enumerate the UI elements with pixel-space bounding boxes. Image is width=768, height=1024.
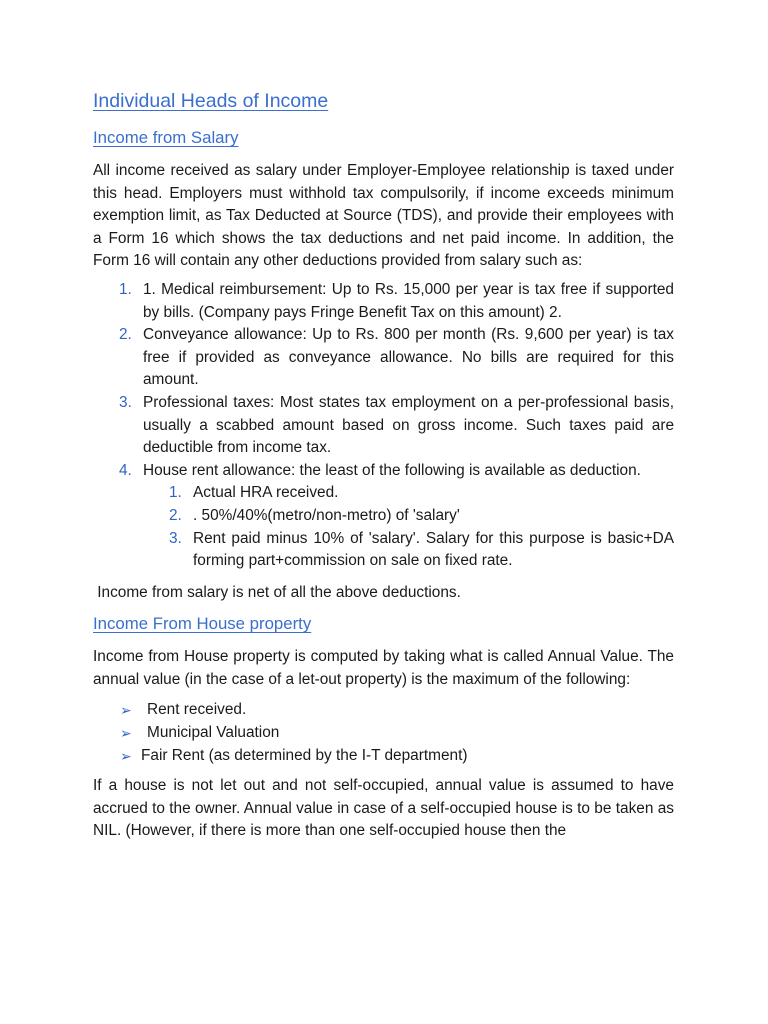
sub-list-number: 2. (169, 506, 182, 524)
bullet-item (93, 722, 674, 745)
list-item (93, 392, 674, 460)
bullet-item-text: Rent received. (147, 701, 247, 719)
arrow-bullet-icon: ➢ (120, 725, 132, 742)
sub-list-item-text: . 50%/40%(metro/non-metro) of 'salary' (193, 506, 460, 524)
house-intro-paragraph: Income from House property is computed by taking what is called Annual Value. The annual value (in the case of a let-out property) is the maximum of the following: (93, 648, 674, 688)
list-number: 1. (119, 280, 132, 298)
list-item (93, 279, 674, 324)
list-number: 2. (119, 326, 132, 344)
arrow-bullet-icon: ➢ (120, 747, 132, 764)
annual-value-bullet-list (93, 699, 674, 767)
bullet-item (93, 745, 674, 768)
salary-closing-paragraph: Income from salary is net of all the above deductions. (93, 583, 461, 601)
salary-deductions-list (93, 279, 674, 573)
list-number: 3. (119, 393, 132, 411)
list-item-text: House rent allowance: the least of the following is available as deduction. (143, 461, 641, 479)
sub-list-item-text: Rent paid minus 10% of 'salary'. Salary for this purpose is basic+DA forming part+commission on sale on fixed rate. (193, 529, 674, 570)
list-item-text: Conveyance allowance: Up to Rs. 800 per month (Rs. 9,600 per year) is tax free if provided as conveyance allowance. No bills are required for this amount. (143, 326, 674, 389)
hra-sub-list (143, 482, 674, 572)
sub-list-item (143, 482, 674, 505)
sub-list-item (143, 505, 674, 528)
list-item-text: Professional taxes: Most states tax employment on a per-professional basis, usually a scabbed amount based on gross income. Such taxes paid are deductible from income tax. (143, 393, 674, 457)
house-annual-value-paragraph: If a house is not let out and not self-occupied, annual value is assumed to have accrued to the owner. Annual value in case of a self-occupied house is to be taken as NIL. (However, if there is more than one self-occupied house then the (93, 777, 674, 840)
sub-list-item (143, 528, 674, 573)
sub-list-number: 3. (169, 529, 182, 547)
bullet-item-text: Municipal Valuation (147, 724, 280, 742)
list-item-text: 1. Medical reimbursement: Up to Rs. 15,000 per year is tax free if supported by bills. (Company pays Fringe Benefit Tax on this amount) 2. (143, 280, 674, 321)
bullet-item (93, 699, 674, 722)
list-item (93, 460, 674, 573)
arrow-bullet-icon: ➢ (120, 702, 132, 719)
list-number: 4. (119, 461, 132, 479)
list-item (93, 324, 674, 392)
sub-list-item-text: Actual HRA received. (193, 484, 339, 502)
sub-list-number: 1. (169, 484, 182, 502)
section-heading-salary: Income from Salary (93, 128, 239, 147)
bullet-item-text: Fair Rent (as determined by the I-T department) (141, 746, 468, 764)
section-heading-house-property: Income From House property (93, 614, 312, 634)
document-title: Individual Heads of Income (93, 90, 329, 112)
salary-intro-paragraph: All income received as salary under Employer-Employee relationship is taxed under this head. Employers must withhold tax compulsorily, if income exceeds minimum exemption limit, as Tax Deducted at Source (TDS), and provide their employees with a Form 16 which shows the tax deductions and net paid income. In addition, the Form 16 will contain any other deductions provided from salary such as: (93, 162, 674, 270)
document-page (93, 86, 674, 843)
